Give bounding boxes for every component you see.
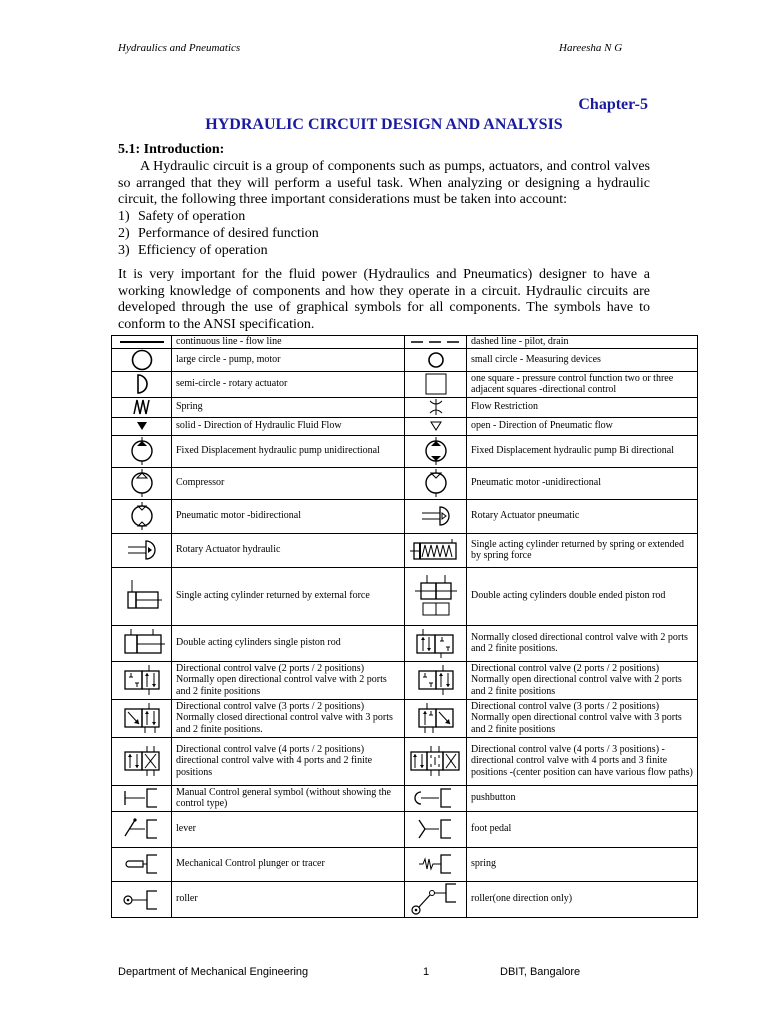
symbol-description: Compressor	[172, 467, 405, 499]
table-row	[112, 533, 698, 567]
table-row	[112, 625, 698, 661]
symbol-description: one square - pressure control function two or three adjacent squares -directional control	[467, 371, 698, 397]
symbol-description: lever	[172, 811, 405, 847]
rotary-actuator-hydraulic-icon	[112, 533, 172, 567]
table-row	[112, 371, 698, 397]
plunger-icon	[112, 847, 172, 881]
symbol-description: Fixed Displacement hydraulic pump unidirectional	[172, 435, 405, 467]
table-row	[112, 785, 698, 811]
symbol-description: Directional control valve (4 ports / 3 positions) - directional control valve with 4 ports and 3 finite positions -(center position can have various flow paths)	[467, 737, 698, 785]
symbol-description: large circle - pump, motor	[172, 348, 405, 371]
symbol-description: roller	[172, 881, 405, 917]
manual-control-icon	[112, 785, 172, 811]
table-row	[112, 737, 698, 785]
semi-circle-icon	[112, 371, 172, 397]
symbol-description: pushbutton	[467, 785, 698, 811]
intro-paragraph: A Hydraulic circuit is a group of components such as pumps, actuators, and control valves so arranged that they will perform a useful task. When analyzing or designing a hydraulic circuit, the following three important considerations must be taken into account:	[118, 159, 650, 207]
symbol-description: Single acting cylinder returned by spring or extended by spring force	[467, 533, 698, 567]
table-row	[112, 811, 698, 847]
symbol-description: foot pedal	[467, 811, 698, 847]
spring-return-cylinder-icon	[405, 533, 467, 567]
symbol-description: Directional control valve (2 ports / 2 positions) Normally open directional control valve with 2 ports and 2 finite positions	[467, 661, 698, 699]
symbol-description: roller(one direction only)	[467, 881, 698, 917]
table-row	[112, 348, 698, 371]
table-row	[112, 435, 698, 467]
symbol-description: Rotary Actuator pneumatic	[467, 499, 698, 533]
list-item: 2) Performance of desired function	[118, 226, 319, 241]
rotary-actuator-pneumatic-icon	[405, 499, 467, 533]
symbol-description: Double acting cylinders single piston rod	[172, 625, 405, 661]
symbol-description: Directional control valve (3 ports / 2 positions) Normally closed directional control valve with 3 ports and 2 finite positions.	[172, 699, 405, 737]
continuous-line-icon	[112, 336, 172, 349]
table-row	[112, 567, 698, 625]
list-item: 1) Safety of operation	[118, 209, 246, 224]
open-triangle-icon	[405, 417, 467, 435]
compressor-icon	[112, 467, 172, 499]
pneumatic-motor-bi-icon	[112, 499, 172, 533]
dcv-nc-2-2-icon	[405, 625, 467, 661]
roller-one-direction-icon	[405, 881, 467, 917]
dcv-4-3-icon	[405, 737, 467, 785]
dcv-no-2-2-alt-icon	[405, 661, 467, 699]
footer-department: Department of Mechanical Engineering	[118, 966, 309, 978]
large-circle-icon	[112, 348, 172, 371]
section-heading: 5.1: Introduction:	[118, 142, 225, 157]
hydraulic-pump-bi-icon	[405, 435, 467, 467]
pushbutton-icon	[405, 785, 467, 811]
table-row	[112, 881, 698, 917]
symbol-description: open - Direction of Pneumatic flow	[467, 417, 698, 435]
spring-control-icon	[405, 847, 467, 881]
foot-pedal-icon	[405, 811, 467, 847]
symbol-description: solid - Direction of Hydraulic Fluid Flow	[172, 417, 405, 435]
dcv-4-2-icon	[112, 737, 172, 785]
footer-institution: DBIT, Bangalore	[500, 966, 581, 978]
double-ended-cylinder-icon	[405, 567, 467, 625]
table-row	[112, 699, 698, 737]
dashed-line-icon	[405, 336, 467, 349]
ansi-paragraph: It is very important for the fluid power (Hydraulics and Pneumatics) designer to have a working knowledge of components and how they operate in a circuit. Hydraulic circuits are developed through the use of graphical symbols for all components. The symbols have to conform to the ANSI specification.	[118, 267, 650, 332]
symbol-description: Single acting cylinder returned by external force	[172, 567, 405, 625]
running-header-right: Hareesha N G	[559, 42, 623, 54]
table-row	[112, 417, 698, 435]
dcv-no-2-2-icon	[112, 661, 172, 699]
lever-icon	[112, 811, 172, 847]
double-acting-cylinder-icon	[112, 625, 172, 661]
symbol-description: Spring	[172, 397, 405, 417]
symbol-description: Pneumatic motor -bidirectional	[172, 499, 405, 533]
flow-restriction-icon	[405, 397, 467, 417]
single-acting-cylinder-icon	[112, 567, 172, 625]
symbol-description: semi-circle - rotary actuator	[172, 371, 405, 397]
symbol-description: spring	[467, 847, 698, 881]
symbol-description: Flow Restriction	[467, 397, 698, 417]
page-title: HYDRAULIC CIRCUIT DESIGN AND ANALYSIS	[205, 116, 563, 133]
table-row	[112, 336, 698, 349]
symbol-description: continuous line - flow line	[172, 336, 405, 349]
symbol-description: Directional control valve (4 ports / 2 positions) directional control valve with 4 ports and 2 finite positions	[172, 737, 405, 785]
chapter-label: Chapter-5	[578, 96, 648, 113]
table-row	[112, 499, 698, 533]
hydraulic-pump-uni-icon	[112, 435, 172, 467]
solid-triangle-icon	[112, 417, 172, 435]
symbol-description: small circle - Measuring devices	[467, 348, 698, 371]
symbol-description: Manual Control general symbol (without showing the control type)	[172, 785, 405, 811]
symbol-description: Mechanical Control plunger or tracer	[172, 847, 405, 881]
pneumatic-motor-uni-icon	[405, 467, 467, 499]
table-row	[112, 467, 698, 499]
symbol-description: Rotary Actuator hydraulic	[172, 533, 405, 567]
dcv-no-3-2-icon	[405, 699, 467, 737]
symbols-table	[111, 335, 698, 918]
symbol-description: dashed line - pilot, drain	[467, 336, 698, 349]
small-circle-icon	[405, 348, 467, 371]
dcv-nc-3-2-icon	[112, 699, 172, 737]
table-row	[112, 397, 698, 417]
considerations-list	[118, 208, 319, 259]
roller-icon	[112, 881, 172, 917]
page-number: 1	[423, 966, 430, 978]
symbol-description: Normally closed directional control valve with 2 ports and 2 finite positions.	[467, 625, 698, 661]
spring-icon	[112, 397, 172, 417]
square-icon	[405, 371, 467, 397]
symbol-description: Double acting cylinders double ended piston rod	[467, 567, 698, 625]
table-row	[112, 661, 698, 699]
list-item: 3) Efficiency of operation	[118, 243, 268, 258]
table-row	[112, 847, 698, 881]
running-header-left: Hydraulics and Pneumatics	[118, 42, 241, 54]
symbol-description: Directional control valve (3 ports / 2 positions) Normally open directional control valve with 3 ports and 2 finite positions	[467, 699, 698, 737]
symbol-description: Directional control valve (2 ports / 2 positions) Normally open directional control valve with 2 ports and 2 finite positions	[172, 661, 405, 699]
symbol-description: Pneumatic motor -unidirectional	[467, 467, 698, 499]
symbol-description: Fixed Displacement hydraulic pump Bi directional	[467, 435, 698, 467]
